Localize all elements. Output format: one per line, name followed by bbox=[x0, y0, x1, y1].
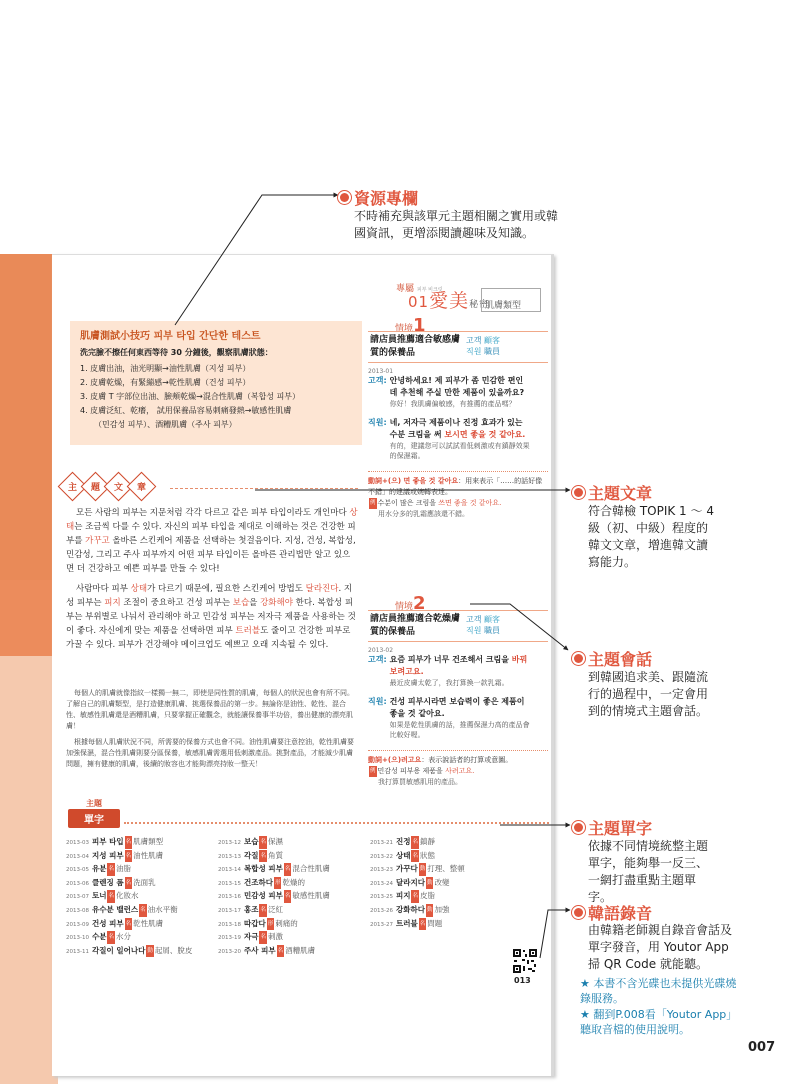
article-zh-paragraph-2: 根據每個人肌膚狀況不同，所需要的保養方式也會不同。油性肌膚要注意控油，乾性肌膚要加強保濕，混合性肌膚則要分區保養，敏感肌膚需選用低刺激產品。挑對產品，才能減少肌膚問題，擁有健康的肌膚，後續的妝容也才能夠漂亮持妝一整天！ bbox=[66, 738, 354, 768]
anno-audio-text: 由韓籍老師親自錄音會話及單字發音，用 Youtor App 掃 QR Code 就能聽。 bbox=[588, 923, 733, 971]
situation-2-dialog: 2013-02 고객: 요즘 피부가 너무 건조해서 크림을 바꿔보려고요. 最近皮膚太乾了，我打算換一款乳霜。 직원: 건성 피부시라면 보습력이 좋은 제품이 좋을 것 같아요. 如果是乾性肌膚的話，推薦保濕力高的產品會比較好喔。 動詞+(으)려고요：表示說話者的打算或意圖。 例 민감성 피부용 제품을 사려고요. 我打算買敏感肌用的產品。 bbox=[368, 647, 548, 787]
article-paragraph-2: 사람마다 피부 상태가 다르기 때문에, 필요한 스킨케어 방법도 달라진다. 지성 피부는 피지 조절이 중요하고 건성 피부는 보습을 강화해야 한다. 복합성 피부는 부위별로 나눠서 관리해야 하고 민감성 피부는 저자극 제품을 사용하는 것이 좋다. 자신에게 맞는 제품을 선택하면 피부 트러블도 줄이고 건강한 피부로 가꿀 수 있다. 피부가 건강해야 메이크업도 예쁘고 오래 지속될 수 있다. bbox=[66, 584, 356, 650]
vocab-item: 2013-17 홍조 名 泛紅 bbox=[218, 904, 330, 918]
anno-resource-title: 資源專欄 bbox=[340, 186, 418, 209]
vocab-item: 2013-09 건성 피부 名 乾性肌膚 bbox=[66, 918, 192, 932]
resource-line: （민감성 피부）、酒糟肌膚（주사 피부） bbox=[94, 420, 237, 429]
anno-note-1: ★ 本書不含光碟也未提供光碟燒錄服務。 bbox=[580, 977, 737, 1005]
header-category: 肌膚類型 bbox=[481, 288, 541, 312]
vocab-item: 2013-14 복합성 피부 名 混合性肌膚 bbox=[218, 863, 330, 877]
vocab-item: 2013-15 건조하다 形 乾燥的 bbox=[218, 877, 330, 891]
vocab-item: 2013-04 지성 피부 名 油性肌膚 bbox=[66, 850, 192, 864]
vocab-item: 2013-23 가꾸다 動 打理、整頓 bbox=[370, 863, 465, 877]
article-paragraph-1: 모든 사람의 피부는 지문처럼 각각 다르고 같은 피부 타입이라도 개인마다 상태는 조금씩 다를 수 있다. 자신의 피부 타입을 제대로 이해하는 것은 건강한 피부를 가꾸고 올바른 스킨케어 제품을 선택하는 첫걸음이다. 지성, 건성, 복합성, 민감성, 그리고 주사 피부까지 어떤 피부 타입이든 올바른 관리법만 알고 있으면 더 건강하고 예쁜 피부를 만들 수 있다! bbox=[66, 508, 358, 574]
vocab-item: 2013-08 유수분 밸런스 名 油水平衡 bbox=[66, 904, 192, 918]
topic-article-badge: 主 題 文 章 bbox=[62, 476, 152, 497]
vocab-item: 2013-10 수분 名 水分 bbox=[66, 931, 192, 945]
page-number: 007 bbox=[748, 1040, 776, 1055]
vocab-item: 2013-11 각질이 일어나다 動 起屑、脫皮 bbox=[66, 945, 192, 959]
situation-1-label: 情境1 bbox=[392, 315, 429, 336]
resource-line: 4. 皮膚泛紅、乾癢， 試用保養品容易刺痛發熱→敏感性肌膚 bbox=[80, 406, 292, 415]
vocab-item: 2013-05 유분 名 油脂 bbox=[66, 863, 192, 877]
header-small: 專屬 피부 비크릿 bbox=[396, 284, 443, 294]
situation-2-header: 請店員推薦適合乾燥膚質的保養品 고객 顧客 직원 職員 bbox=[368, 610, 548, 642]
vocab-item: 2013-22 상태 名 狀態 bbox=[370, 850, 465, 864]
situation-1-header: 請店員推薦適合敏感膚質的保養品 고객 顧客 직원 職員 bbox=[368, 331, 548, 363]
vocab-item: 2013-27 트러블 名 問題 bbox=[370, 918, 465, 932]
anno-audio-title: 韓語錄音 bbox=[574, 901, 652, 924]
vocab-item: 2013-25 피지 名 皮脂 bbox=[370, 890, 465, 904]
resource-line: 1. 皮膚出油，油光明顯→油性肌膚（지성 피부） bbox=[80, 364, 251, 373]
anno-dialog-text: 到韓國追求美、跟隨流行的過程中，一定會用到的情境式主題會話。 bbox=[588, 670, 709, 718]
anno-vocab-text: 依據不同情境統整主題單字，能夠舉一反三、一網打盡重點主題單字。 bbox=[588, 839, 709, 904]
anno-resource-text: 不時補充與該單元主題相關之實用或韓國資訊，更增添閱讀趣味及知識。 bbox=[354, 209, 559, 240]
vocab-item: 2013-24 달라지다 動 改變 bbox=[370, 877, 465, 891]
situation-1-dialog: 2013-01 고객: 안녕하세요! 제 피부가 좀 민감한 편인데 추천해 주실 만한 제품이 있을까요? 你好！我肌膚偏敏感，有推薦的產品嗎？ 직원: 네, 저자극 제품이나 진정 효과가 있는 수분 크림을 써 보시면 좋을 것 같아요. 有的，建議您可以試試看低刺激或有鎮靜效果的保濕霜。 動詞+(으) 면 좋을 것 같아요：用來表示「……的話好像不錯」的建議或婉轉表達。 例 수분이 많은 크림을 쓰면 좋을 것 같아요. 用水分多的乳霜應該還不錯。 bbox=[368, 368, 548, 519]
header-title: 01愛美秘密 bbox=[408, 290, 490, 312]
anno-note-2: ★ 翻到P.008看「Youtor App」聽取音檔的使用說明。 bbox=[580, 1008, 738, 1036]
vocab-item: 2013-26 강화하다 動 加強 bbox=[370, 904, 465, 918]
vocab-item: 2013-18 따갑다 形 刺痛的 bbox=[218, 918, 330, 932]
situation-2-label: 情境2 bbox=[392, 593, 429, 614]
vocab-item: 2013-07 토너 名 化妝水 bbox=[66, 890, 192, 904]
resource-line: 3. 皮膚 T 字部位出油、臉頰乾燥→混合性肌膚（복합성 피부） bbox=[80, 392, 301, 401]
vocab-item: 2013-19 자극 名 刺激 bbox=[218, 931, 330, 945]
anno-article-text: 符合韓檢 TOPIK 1 ～ 4 級（初、中級）程度的韓文文章，增進韓文讀寫能力。 bbox=[588, 504, 714, 569]
vocab-item: 2013-21 진정 名 鎮靜 bbox=[370, 836, 465, 850]
anno-dialog-title: 主題會話 bbox=[574, 647, 652, 670]
vocab-item: 2013-16 민감성 피부 名 敏感性肌膚 bbox=[218, 890, 330, 904]
vocab-badge: 主題 單字 bbox=[68, 798, 120, 838]
qr-track-number: 013 bbox=[514, 976, 531, 985]
vocab-item: 2013-06 클렌징 폼 名 洗面乳 bbox=[66, 877, 192, 891]
resource-line: 2. 皮膚乾燥，有緊繃感→乾性肌膚（건성 피부） bbox=[80, 378, 251, 387]
anno-article-title: 主題文章 bbox=[574, 481, 652, 504]
vocab-item: 2013-20 주사 피부 名 酒糟肌膚 bbox=[218, 945, 330, 959]
resource-title: 肌膚測試小技巧 피부 타입 간단한 테스트 bbox=[80, 331, 261, 342]
anno-vocab-title: 主題單字 bbox=[574, 816, 652, 839]
article-zh-paragraph-1: 每個人的肌膚就像指紋一樣獨一無二，即使是同性質的肌膚，每個人的狀況也會有所不同。了解自己的肌膚類型，是打造健康肌膚、挑選保養品的第一步。無論你是油性、乾性、混合性、敏感性肌膚還是酒糟肌膚，只要掌握正確觀念，就能讓保養事半功倍，養出健康的漂亮肌膚！ bbox=[66, 689, 354, 730]
vocab-item: 2013-12 보습 名 保濕 bbox=[218, 836, 330, 850]
vocab-item: 2013-03 피부 타입 名 肌膚類型 bbox=[66, 836, 192, 850]
resource-intro: 洗完臉不擦任何東西等待 30 分鐘後，觀察肌膚狀態： bbox=[80, 348, 273, 357]
vocab-item: 2013-13 각질 名 角質 bbox=[218, 850, 330, 864]
